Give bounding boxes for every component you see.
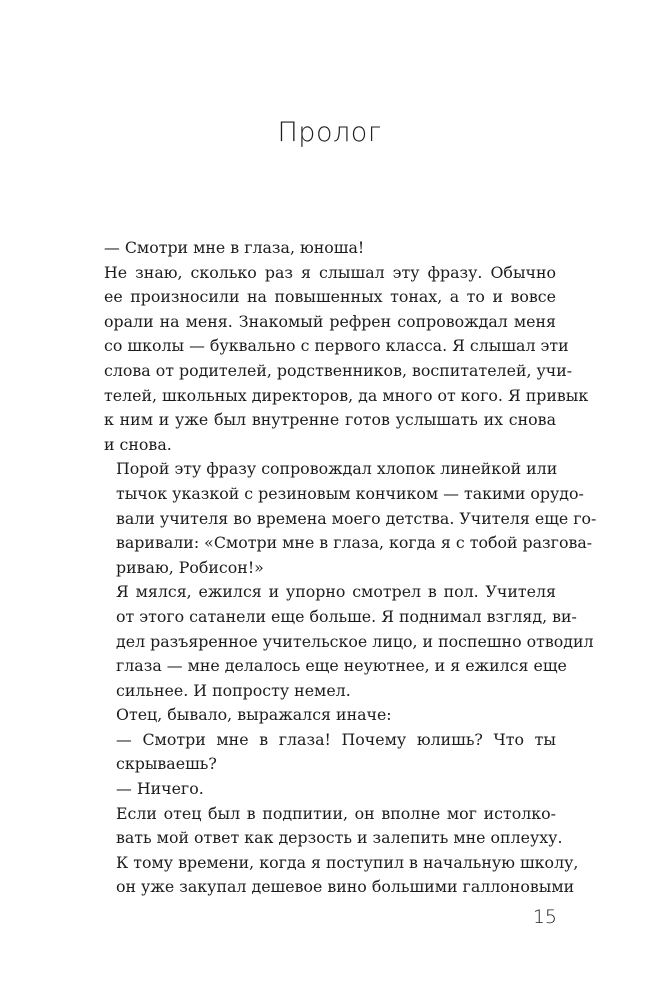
text-line: Порой эту фразу сопровождал хлопок линейкой или xyxy=(116,459,558,479)
text-line: — Смотри мне в глаза, юноша! xyxy=(104,238,365,257)
text-line: Не знаю, сколько раз я слышал эту фразу. Обычно xyxy=(104,262,556,282)
paragraph xyxy=(104,457,597,580)
paragraph xyxy=(104,777,556,802)
text-line: телей, школьных директоров, да много от кого. Я привык xyxy=(104,385,589,405)
paragraph xyxy=(104,236,556,261)
text-line: Отец, бывало, выражался иначе: xyxy=(116,705,392,725)
text-line: к ним и уже был внутренне готов услышать их снова xyxy=(104,410,556,430)
text-line: Я мялся, ежился и упорно смотрел в пол. Учителя xyxy=(116,582,556,602)
text-line: ее произносили на повышенных тонах, а то и вовсе xyxy=(104,287,556,307)
page-number: 15 xyxy=(532,906,557,928)
text-line: со школы — буквально с первого класса. Я слышал эти xyxy=(104,336,569,356)
paragraph xyxy=(104,261,589,458)
text-line: вать мой ответ как дерзость и залепить мне оплеуху. xyxy=(116,828,563,848)
text-line: и снова. xyxy=(104,434,172,454)
text-line: риваю, Робисон!» xyxy=(116,557,264,577)
text-line: варивали: «Смотри мне в глаза, когда я с тобой разгова- xyxy=(116,533,593,553)
text-line: слова от родителей, родственников, воспитателей, учи- xyxy=(104,360,573,380)
text-line: он уже закупал дешевое вино большими галлоновыми xyxy=(116,877,575,897)
text-line: — Смотри мне в глаза! Почему юлишь? Что ты xyxy=(116,729,556,749)
text-line: скрываешь? xyxy=(116,754,217,774)
paragraph xyxy=(104,703,556,728)
text-line: Если отец был в подпитии, он вполне мог истолко- xyxy=(116,803,556,823)
text-line: орали на меня. Знакомый рефрен сопровождал меня xyxy=(104,311,556,331)
text-line: — Ничего. xyxy=(116,779,204,799)
paragraph xyxy=(104,728,556,777)
text-line: глаза — мне делалось еще неуютнее, и я ежился еще xyxy=(116,656,567,676)
text-line: вали учителя во времена моего детства. Учителя еще го- xyxy=(116,508,597,528)
text-line: сильнее. И попросту немел. xyxy=(116,680,351,700)
text-line: от этого сатанели еще больше. Я поднимал взгляд, ви- xyxy=(116,606,577,626)
paragraph xyxy=(104,580,594,703)
text-line: К тому времени, когда я поступил в начальную школу, xyxy=(116,852,579,872)
text-line: тычок указкой с резиновым кончиком — такими орудо- xyxy=(116,483,584,503)
chapter-title: Пролог xyxy=(277,117,382,148)
paragraph xyxy=(104,802,579,900)
text-line: дел разъяренное учительское лицо, и поспешно отводил xyxy=(116,631,594,651)
body-text xyxy=(104,236,597,900)
